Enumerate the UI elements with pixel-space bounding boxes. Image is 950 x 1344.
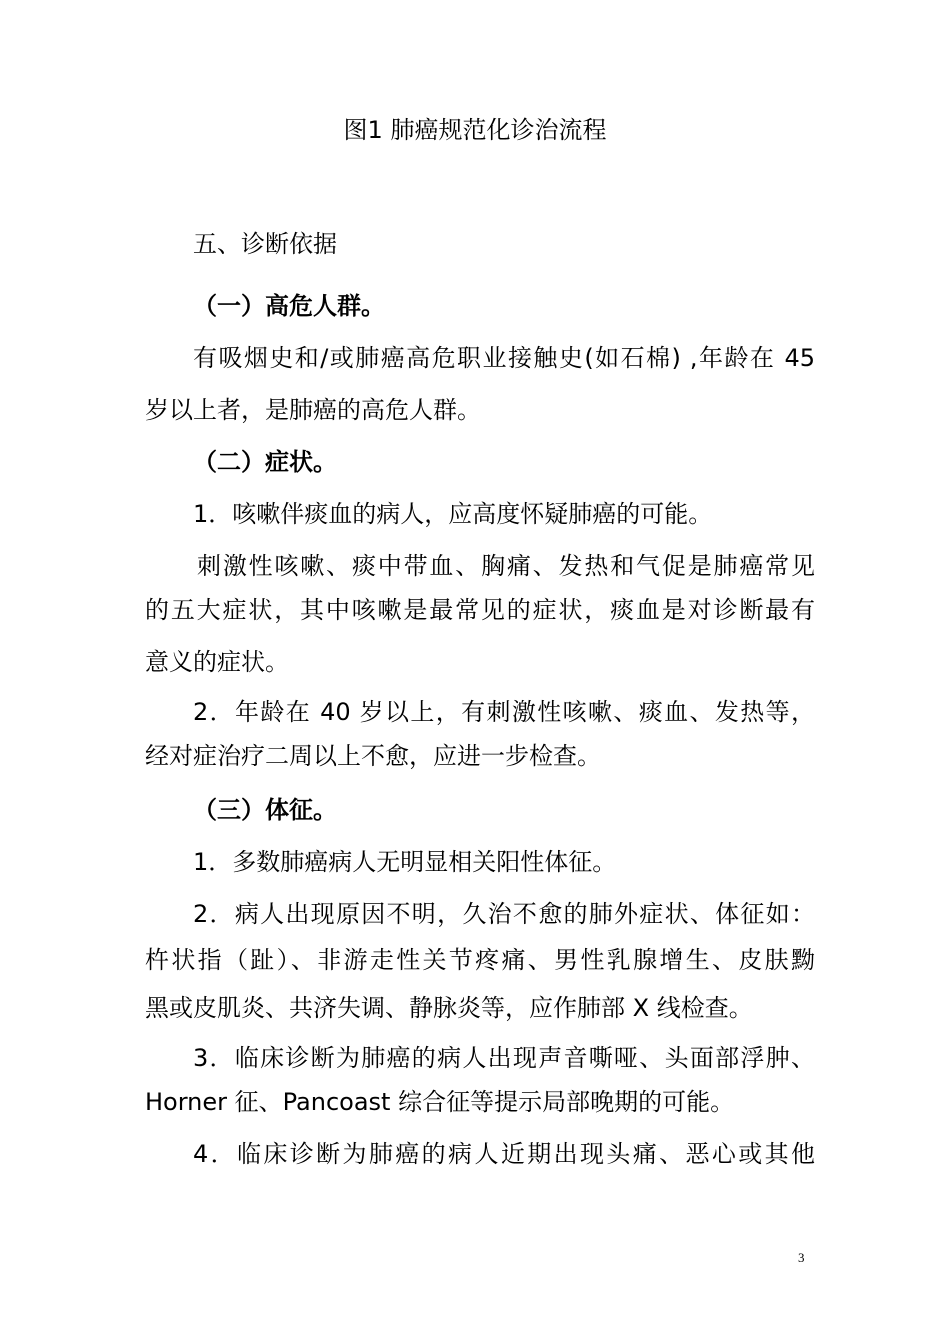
paragraph-line: 意义的症状。 xyxy=(145,648,289,676)
list-item: 1．咳嗽伴痰血的病人，应高度怀疑肺癌的可能。 xyxy=(193,500,713,528)
subsection-heading-signs: （三）体征。 xyxy=(193,796,337,824)
list-item: 1．多数肺癌病人无明显相关阳性体征。 xyxy=(193,848,617,876)
subsection-heading-high-risk: （一）高危人群。 xyxy=(193,292,385,320)
paragraph-line: 岁以上者，是肺癌的高危人群。 xyxy=(145,396,481,424)
list-item: 3．临床诊断为肺癌的病人出现声音嘶哑、头面部浮肿、 xyxy=(193,1044,815,1072)
list-item: 2．病人出现原因不明，久治不愈的肺外症状、体征如： xyxy=(193,900,815,928)
subsection-heading-symptoms: （二）症状。 xyxy=(193,448,337,476)
list-item-continuation: 经对症治疗二周以上不愈，应进一步检查。 xyxy=(145,742,601,770)
list-item-continuation: Horner 征、Pancoast 综合征等提示局部晚期的可能。 xyxy=(145,1088,735,1116)
paragraph-line: 有吸烟史和/或肺癌高危职业接触史(如石棉) ,年龄在 45 xyxy=(193,344,815,372)
paragraph-line: 刺激性咳嗽、痰中带血、胸痛、发热和气促是肺癌常见 xyxy=(197,552,815,580)
list-item: 2．年龄在 40 岁以上，有刺激性咳嗽、痰血、发热等， xyxy=(193,698,815,726)
section-heading: 五、诊断依据 xyxy=(193,230,337,258)
page-number: 3 xyxy=(798,1250,805,1265)
list-item-continuation: 黑或皮肌炎、共济失调、静脉炎等，应作肺部 X 线检查。 xyxy=(145,994,753,1022)
list-item-continuation: 杵状指（趾）、非游走性关节疼痛、男性乳腺增生、皮肤黝 xyxy=(145,946,815,974)
figure-caption-title: 图1 肺癌规范化诊治流程 xyxy=(343,116,607,144)
list-item: 4．临床诊断为肺癌的病人近期出现头痛、恶心或其他 xyxy=(193,1140,815,1168)
paragraph-line: 的五大症状，其中咳嗽是最常见的症状，痰血是对诊断最有 xyxy=(145,596,815,624)
